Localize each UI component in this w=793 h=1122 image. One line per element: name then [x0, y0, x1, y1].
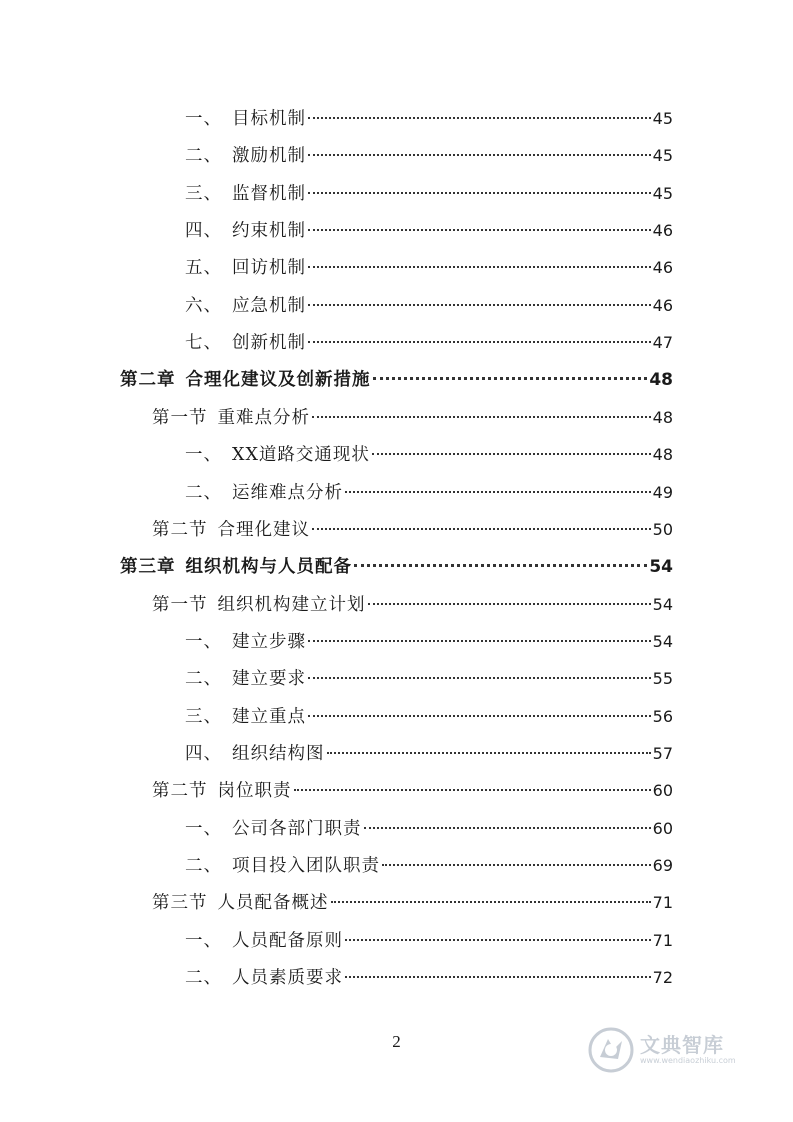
toc-section-entry[interactable] [152, 592, 673, 618]
dot-leader [382, 864, 651, 866]
toc-entry[interactable] [185, 928, 673, 954]
toc-entry-title: 一、 建立步骤 [185, 631, 306, 652]
toc-entry[interactable] [185, 293, 673, 319]
toc-entry-title: 二、 激励机制 [185, 146, 306, 167]
dot-leader [308, 154, 651, 156]
toc-entry-title: 第二节 合理化建议 [152, 519, 310, 540]
toc-entry-page: 69 [652, 856, 673, 875]
dot-leader [345, 976, 651, 978]
toc-entry-page: 55 [652, 669, 673, 689]
toc-entry-page: 45 [652, 109, 673, 128]
toc-entry-page: 54 [652, 631, 673, 651]
toc-entry-page: 45 [652, 146, 673, 166]
toc-entry-title: 五、 回访机制 [185, 258, 306, 279]
dot-leader [327, 752, 651, 754]
dot-leader [308, 640, 651, 642]
toc-entry-page: 71 [652, 930, 673, 950]
dot-leader [364, 827, 651, 829]
toc-entry-page: 46 [652, 258, 673, 278]
dot-leader [294, 789, 651, 791]
toc-entry-title: 第一节 组织机构建立计划 [152, 594, 366, 615]
dot-leader [345, 491, 651, 493]
toc-entry-page: 50 [652, 519, 673, 539]
toc-entry-page: 72 [652, 968, 673, 988]
toc-entry-page: 49 [652, 482, 673, 502]
toc-entry-title: 一、 人员配备原则 [185, 930, 343, 951]
dot-leader [308, 715, 651, 717]
toc-entry-page: 71 [652, 893, 673, 913]
toc-entry[interactable] [185, 741, 673, 767]
toc-entry-title: 一、 XX道路交通现状 [185, 445, 370, 466]
toc-entry-title: 四、 组织结构图 [185, 743, 325, 764]
toc-entry-title: 七、 创新机制 [185, 333, 306, 354]
dot-leader [354, 564, 647, 567]
toc-entry[interactable] [185, 629, 673, 655]
toc-entry-title: 第三章 组织机构与人员配备 [120, 557, 352, 578]
toc-entry-title: 六、 应急机制 [185, 295, 306, 316]
toc-entry-title: 二、 建立要求 [185, 669, 306, 690]
toc-entry-page: 45 [652, 183, 673, 203]
toc-entry[interactable] [185, 106, 673, 132]
toc-entry-title: 第二节 岗位职责 [152, 781, 292, 802]
watermark-url: www.wendiaozhiku.com [640, 1056, 736, 1065]
toc-entry-page: 54 [652, 594, 673, 614]
watermark [588, 1022, 758, 1078]
dot-leader [373, 377, 648, 380]
toc-entry-title: 一、 目标机制 [185, 109, 306, 129]
toc-entry-page: 47 [652, 333, 673, 353]
toc-entry[interactable] [185, 704, 673, 730]
toc-entry-page: 60 [652, 781, 673, 801]
toc-entry-title: 二、 项目投入团队职责 [185, 856, 380, 876]
toc-entry-title: 四、 约束机制 [185, 221, 306, 242]
toc-entry-page: 48 [649, 370, 673, 391]
dot-leader [331, 901, 651, 903]
toc-entry-page: 60 [652, 818, 673, 838]
toc-chapter-entry[interactable] [120, 367, 673, 393]
dot-leader [308, 304, 651, 306]
toc-entry[interactable] [185, 442, 673, 468]
dot-leader [308, 341, 651, 343]
dot-leader [308, 117, 651, 119]
dot-leader [308, 677, 651, 679]
dot-leader [312, 528, 651, 530]
toc-section-entry[interactable] [152, 778, 673, 804]
toc-entry[interactable] [185, 666, 673, 692]
page-number: 2 [392, 1032, 401, 1051]
toc-entry-page: 48 [652, 407, 673, 427]
toc-chapter-entry[interactable] [120, 554, 673, 580]
dot-leader [312, 416, 651, 418]
toc-entry[interactable] [185, 255, 673, 281]
dot-leader [372, 453, 651, 455]
toc-entry-page: 56 [652, 706, 673, 726]
dot-leader [308, 192, 651, 194]
dot-leader [308, 229, 651, 231]
toc-entry-title: 二、 运维难点分析 [185, 482, 343, 503]
toc-entry-title: 第三节 人员配备概述 [152, 893, 329, 914]
toc-entry-title: 二、 人员素质要求 [185, 968, 343, 989]
toc-entry-title: 三、 建立重点 [185, 706, 306, 727]
toc-entry-page: 46 [652, 221, 673, 241]
book-logo-icon [588, 1027, 634, 1073]
toc-entry[interactable] [185, 181, 673, 207]
toc-entry-title: 第二章 合理化建议及创新措施 [120, 370, 371, 391]
toc-entry-title: 一、 公司各部门职责 [185, 818, 362, 839]
toc-entry-title: 三、 监督机制 [185, 183, 306, 204]
toc-entry-title: 第一节 重难点分析 [152, 407, 310, 428]
toc-entry-page: 48 [652, 445, 673, 465]
toc-entry[interactable] [185, 143, 673, 169]
toc-entry-page: 57 [652, 743, 673, 763]
toc-section-entry[interactable] [152, 517, 673, 543]
toc-entry-page: 54 [649, 557, 673, 578]
toc-section-entry[interactable] [152, 890, 673, 916]
toc-entry[interactable] [185, 965, 673, 991]
watermark-name: 文典智库 [640, 1033, 724, 1057]
dot-leader [308, 266, 651, 268]
toc-section-entry[interactable] [152, 405, 673, 431]
toc-entry[interactable] [185, 480, 673, 506]
toc-entry[interactable] [185, 816, 673, 842]
dot-leader [345, 939, 651, 941]
toc-entry[interactable] [185, 218, 673, 244]
toc-entry[interactable] [185, 330, 673, 356]
toc-entry-page: 46 [652, 295, 673, 315]
dot-leader [368, 603, 651, 605]
toc-entry[interactable] [185, 853, 673, 879]
